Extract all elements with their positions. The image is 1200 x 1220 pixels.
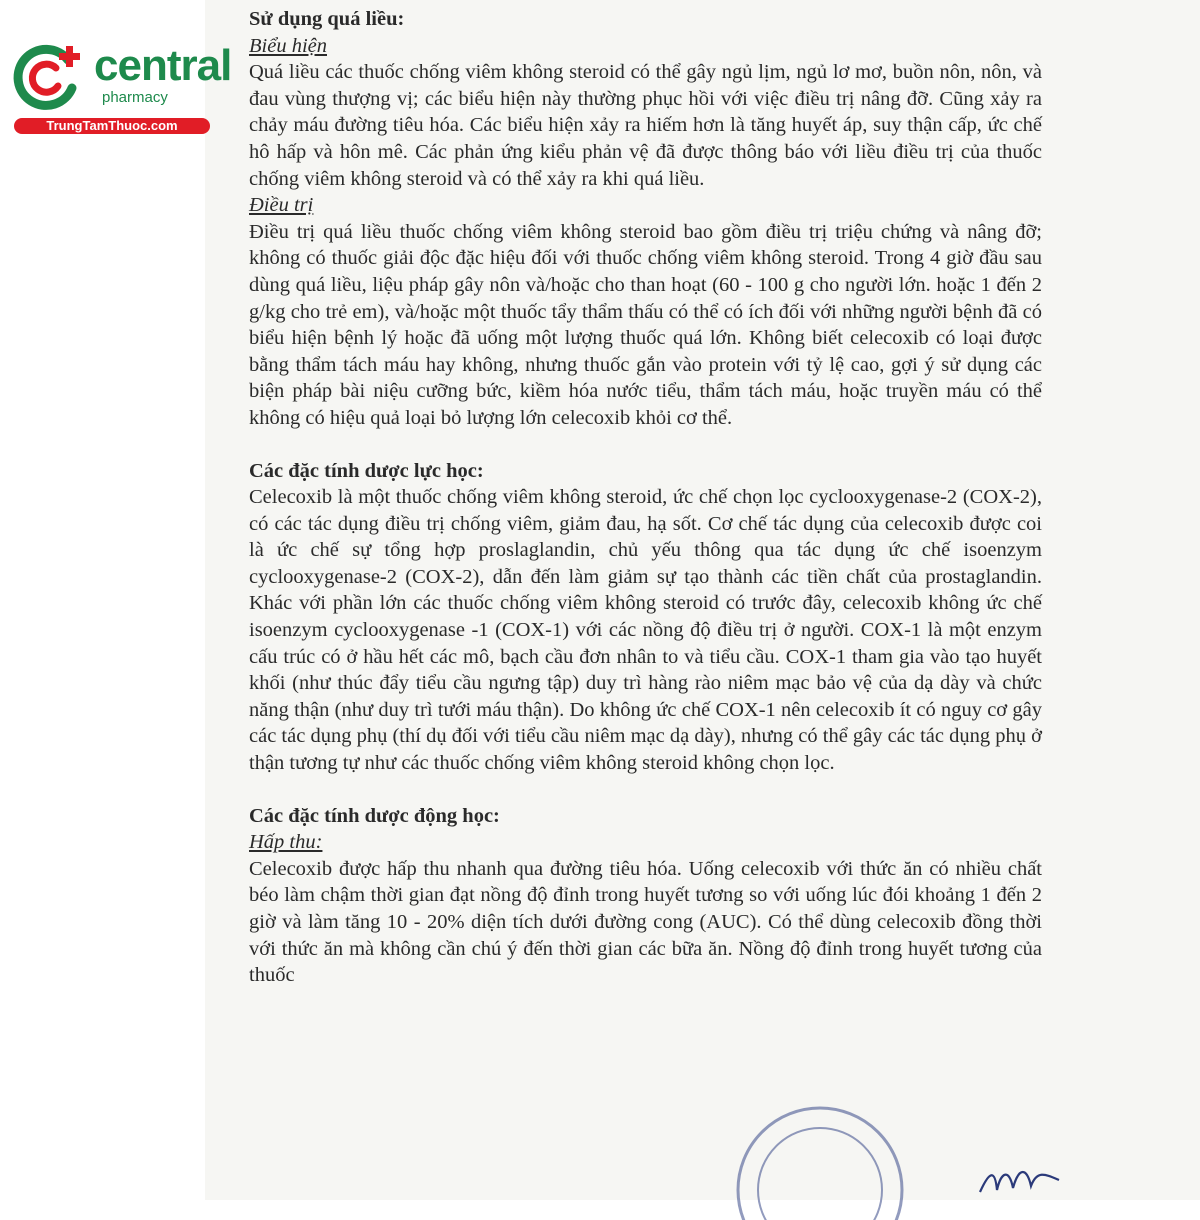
- overdose-heading: Sử dụng quá liều:: [249, 8, 405, 30]
- document-text: [249, 6, 1042, 989]
- signature: [975, 1160, 1065, 1200]
- pharmacokinetics-heading: Các đặc tính dược động học:: [249, 804, 500, 827]
- overdose-signs-text: Quá liều các thuốc chống viêm không steroid có thể gây ngủ lịm, ngủ lơ mơ, buồn nôn, nôn, và đau vùng thượng vị; các biểu hiện này thường phục hồi với việc điều trị nâng đỡ. Cũng xảy ra chảy máu đường tiêu hóa. Các biểu hiện xảy ra hiếm hơn là tăng huyết áp, suy thận cấp, ức chế hô hấp và hôn mê. Các phản ứng kiểu phản vệ đã được thông báo với liều điều trị của thuốc chống viêm không steroid và có thể xảy ra khi quá liều.: [249, 61, 1042, 190]
- overdose-signs-title: Biểu hiện: [249, 34, 327, 57]
- company-stamp: [730, 1080, 910, 1220]
- pharmacodynamics-heading: Các đặc tính dược lực học:: [249, 459, 484, 482]
- left-margin: [0, 0, 205, 1200]
- brand-url[interactable]: TrungTamThuoc.com: [14, 118, 210, 134]
- absorption-text: Celecoxib được hấp thu nhanh qua đường tiêu hóa. Uống celecoxib với thức ăn có nhiều chất béo làm chậm thời gian đạt nồng độ đỉnh trong huyết tương so với uống lúc đói khoảng 1 đến 2 giờ và làm tăng 10 - 20% diện tích dưới đường cong (AUC). Có thể dùng celecoxib đồng thời với thức ăn mà không cần chú ý đến thời gian các bữa ăn. Nồng độ đỉnh trong huyết tương của thuốc: [249, 857, 1042, 987]
- pharmacodynamics-text: Celecoxib là một thuốc chống viêm không steroid, ức chế chọn lọc cyclooxygenase-2 (COX-2), có các tác dụng điều trị chống viêm, giảm đau, hạ sốt. Cơ chế tác dụng của celecoxib được coi là ức chế sự tổng hợp proslaglandin, chủ yếu thông qua tác dụng ức chế isoenzym cyclooxygenase-2 (COX-2), dẫn đến làm giảm sự tạo thành các tiền chất của prostaglandin. Khác với phần lớn các thuốc chống viêm không steroid có trước đây, celecoxib không ức chế isoenzym cyclooxygenase -1 (COX-1) với các nồng độ điều trị ở người. COX-1 là một enzym cấu trúc có ở hầu hết các mô, bạch cầu đơn nhân to và tiểu cầu. COX-1 tham gia vào tạo huyết khối (như thúc đẩy tiểu cầu ngưng tập) duy trì hàng rào niêm mạc bảo vệ của dạ dày và chức năng thận (như duy trì tưới máu thận). Do không ức chế COX-1 nên celecoxib ít có nguy cơ gây các tác dụng phụ (thí dụ đối với tiểu cầu niêm mạc dạ dày), nhưng có thể gây các tác dụng phụ ở thận tương tự như các thuốc chống viêm không steroid không chọn lọc.: [249, 486, 1042, 775]
- absorption-title: Hấp thu:: [249, 831, 323, 854]
- brand-subtitle: pharmacy: [102, 89, 168, 106]
- central-logo-icon: [10, 38, 88, 116]
- brand-name: central: [94, 41, 232, 90]
- overdose-treatment-text: Điều trị quá liều thuốc chống viêm không steroid bao gồm điều trị triệu chứng và nâng đỡ; không có thuốc giải độc đặc hiệu đối với thuốc chống viêm không steroid. Trong 4 giờ đầu sau dùng quá liều, liệu pháp gây nôn và/hoặc cho than hoạt (60 - 100 g cho người lớn. hoặc 1 đến 2 g/kg cho trẻ em), và/hoặc một thuốc tẩy thẩm thấu có thể có ích đối với những người bệnh đã có biểu hiện bệnh lý hoặc đã uống một lượng thuốc quá lớn. Không biết celecoxib có loại được bằng thẩm tách máu hay không, nhưng thuốc gắn vào protein với tỷ lệ cao, gợi ý sử dụng các biện pháp bài niệu cưỡng bức, kiềm hóa nước tiểu, thẩm tách máu, hoặc truyền máu có thể không có hiệu quả loại bỏ lượng lớn celecoxib khỏi cơ thể.: [249, 220, 1042, 429]
- overdose-treatment-title: Điều trị: [249, 194, 314, 217]
- central-pharmacy-logo[interactable]: [10, 36, 232, 136]
